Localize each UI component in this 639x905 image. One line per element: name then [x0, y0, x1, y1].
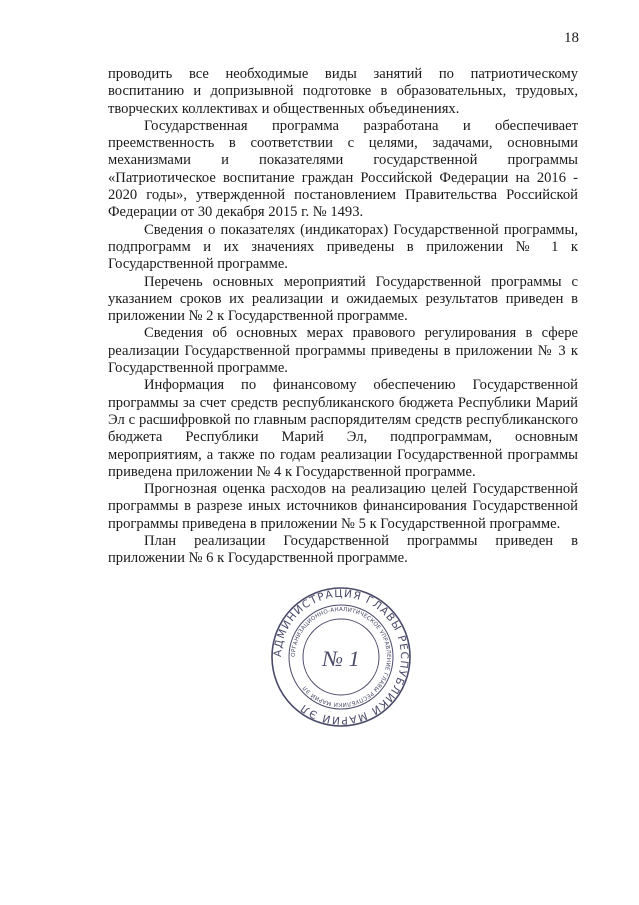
paragraph-4: Перечень основных мероприятий Государственной программы с указанием сроков их реализации и ожидаемых результатов приведен в приложении № 2 к Государственной программе. — [108, 273, 578, 325]
document-body — [108, 66, 578, 568]
paragraph-7: Прогнозная оценка расходов на реализацию целей Государственной программы в разрезе иных источников финансирования Государственной программы приведена в приложении № 5 к Государственной программе. — [108, 481, 578, 532]
page-number: 18 — [564, 30, 579, 46]
official-stamp — [270, 586, 412, 728]
paragraph-3: Сведения о показателях (индикаторах) Государственной программы, подпрограмм и их значениях приведены в приложении № 1 к Государственной программе. — [108, 221, 578, 273]
paragraph-5: Сведения об основных мерах правового регулирования в сфере реализации Государственной программы приведены в приложении № 3 к Государственной программе. — [108, 325, 578, 377]
paragraph-6: Информация по финансовому обеспечению Государственной программы за счет средств республиканского бюджета Республики Марий Эл с расшифровкой по главным распорядителям средств республиканского бюджета Республики Марий Эл, подпрограммам, основным мероприятиям, а также по годам реализации Государственной программы приведена приложении № 4 к Государственной программе. — [108, 377, 578, 480]
svg-text:№ 1: № 1 — [322, 646, 360, 671]
stamp-seal-icon — [270, 586, 412, 728]
paragraph-1: проводить все необходимые виды занятий по патриотическому воспитанию и допризывной подготовке в образовательных, трудовых, творческих коллективах и общественных объединениях. — [108, 66, 578, 117]
paragraph-8: План реализации Государственной программы приведен в приложении № 6 к Государственной программе. — [108, 533, 578, 567]
svg-text:АДМИНИСТРАЦИЯ ГЛАВЫ РЕСПУБЛИКИ: АДМИНИСТРАЦИЯ ГЛАВЫ РЕСПУБЛИКИ МАРИЙ ЭЛ — [271, 587, 411, 727]
paragraph-2: Государственная программа разработана и обеспечивает преемственность в соответствии с целями, задачами, основными механизмами и показателями государственной программы «Патриотическое воспитание граждан Российской Федерации на 2016 - 2020 годы», утвержденной постановлением Правительства Российской Федерации от 30 декабря 2015 г. № 1493. — [108, 117, 578, 221]
svg-text:ОРГАНИЗАЦИОННО-АНАЛИТИЧЕСКОЕ У: ОРГАНИЗАЦИОННО-АНАЛИТИЧЕСКОЕ УПРАВЛЕНИЕ ГЛАВЫ РЕСПУБЛИКИ МАРИЙ ЭЛ — [290, 606, 392, 708]
